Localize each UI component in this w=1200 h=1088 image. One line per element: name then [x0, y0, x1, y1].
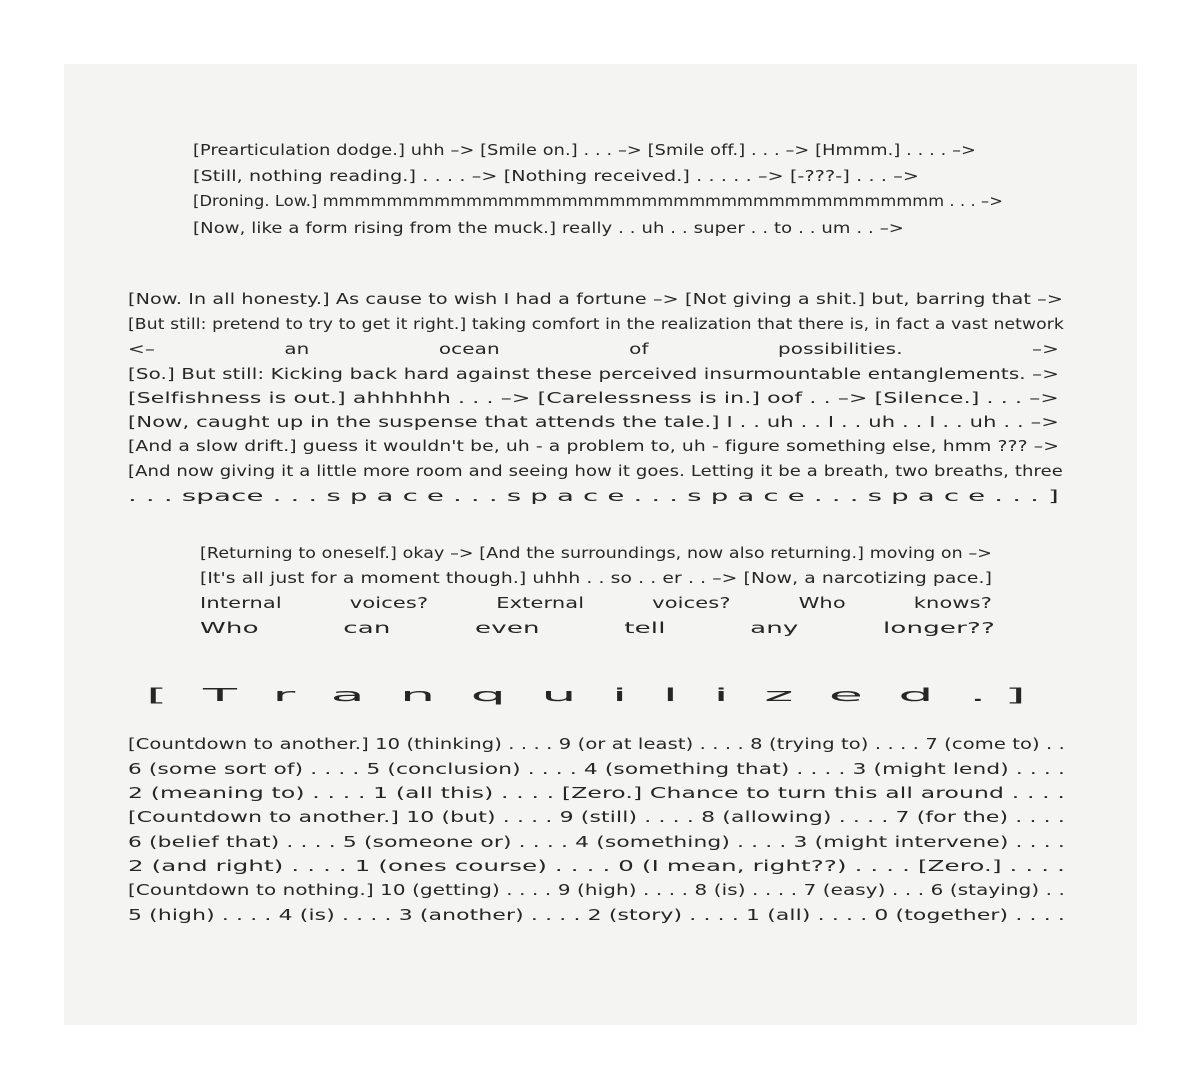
stanza4-line-1: [Countdown to another.] 10 (thinking) . . . . 9 (or at least) . . . . 8 (trying to) . . . . 7 (come to) . . — [128, 735, 1065, 753]
stanza3-line-3: Internal voices? External voices? Who knows? — [200, 594, 992, 612]
stanza4-line-6: 2 (and right) . . . . 1 (ones course) . . . . 0 (I mean, right??) . . . . [Zero.] . . . . — [128, 857, 1065, 875]
tranquilized-word: [ T r a n q u i l i z e d . ] — [146, 685, 1026, 706]
stanza2-line-2: [But still: pretend to try to get it right.] taking comfort in the realization that there is, in fact a vast network — [128, 315, 1064, 333]
stanza2-line-9: . . . space . . . s p a c e . . . s p a c e . . . s p a c e . . . s p a c e . . . ] — [128, 487, 1059, 505]
stanza3-line-2: [It's all just for a moment though.] uhhh . . so . . er . . –> [Now, a narcotizing pace.] — [200, 569, 992, 587]
stanza1-line-1: [Prearticulation dodge.] uhh –> [Smile on.] . . . –> [Smile off.] . . . –> [Hmmm.] . . . . –> — [193, 141, 976, 159]
stanza4-line-4: [Countdown to another.] 10 (but) . . . . 9 (still) . . . . 8 (allowing) . . . . 7 (for the) . . . . — [128, 808, 1065, 826]
stanza4-line-5: 6 (belief that) . . . . 5 (someone or) . . . . 4 (something) . . . . 3 (might intervene) . . . . — [128, 833, 1065, 851]
stanza4-line-7: [Countdown to nothing.] 10 (getting) . . . . 9 (high) . . . . 8 (is) . . . . 7 (easy) . . . 6 (staying) . . — [128, 881, 1065, 899]
stanza2-line-7: [And a slow drift.] guess it wouldn't be, uh - a problem to, uh - figure something else, hmm ??? –> — [128, 437, 1059, 455]
stanza1-line-3: [Droning. Low.] mmmmmmmmmmmmmmmmmmmmmmmmmmmmmmmmmmmmmmm . . . –> — [193, 192, 1003, 210]
stanza1-line-4: [Now, like a form rising from the muck.] really . . uh . . super . . to . . um . . –> — [193, 219, 905, 237]
stanza1-line-2: [Still, nothing reading.] . . . . –> [Nothing received.] . . . . . –> [-???-] . . . –> — [193, 167, 920, 185]
stanza3-line-1: [Returning to oneself.] okay –> [And the surroundings, now also returning.] moving on –> — [200, 544, 992, 562]
stanza4-line-3: 2 (meaning to) . . . . 1 (all this) . . . . [Zero.] Chance to turn this all around . . . . — [128, 784, 1065, 802]
stanza2-line-6: [Now, caught up in the suspense that attends the tale.] I . . uh . . I . . uh . . I . . uh . . –> — [128, 413, 1059, 431]
stanza2-line-8: [And now giving it a little more room and seeing how it goes. Letting it be a breath, two breaths, three — [128, 462, 1063, 480]
stanza4-line-8: 5 (high) . . . . 4 (is) . . . . 3 (another) . . . . 2 (story) . . . . 1 (all) . . . . 0 (together) . . . . — [128, 906, 1065, 924]
stanza2-line-1: [Now. In all honesty.] As cause to wish I had a fortune –> [Not giving a shit.] but, barring that –> — [128, 290, 1063, 308]
stanza4-line-2: 6 (some sort of) . . . . 5 (conclusion) . . . . 4 (something that) . . . . 3 (might lend) . . . . — [128, 760, 1065, 778]
stanza2-line-3: <– an ocean of possibilities. –> — [128, 340, 1059, 358]
stanza2-line-4: [So.] But still: Kicking back hard against these perceived insurmountable entanglements. –> — [128, 365, 1059, 383]
stanza2-line-5: [Selfishness is out.] ahhhhhh . . . –> [Carelessness is in.] oof . . –> [Silence.] . . . –> — [128, 389, 1059, 407]
stanza3-line-4: Who can even tell any longer?? — [200, 619, 995, 637]
